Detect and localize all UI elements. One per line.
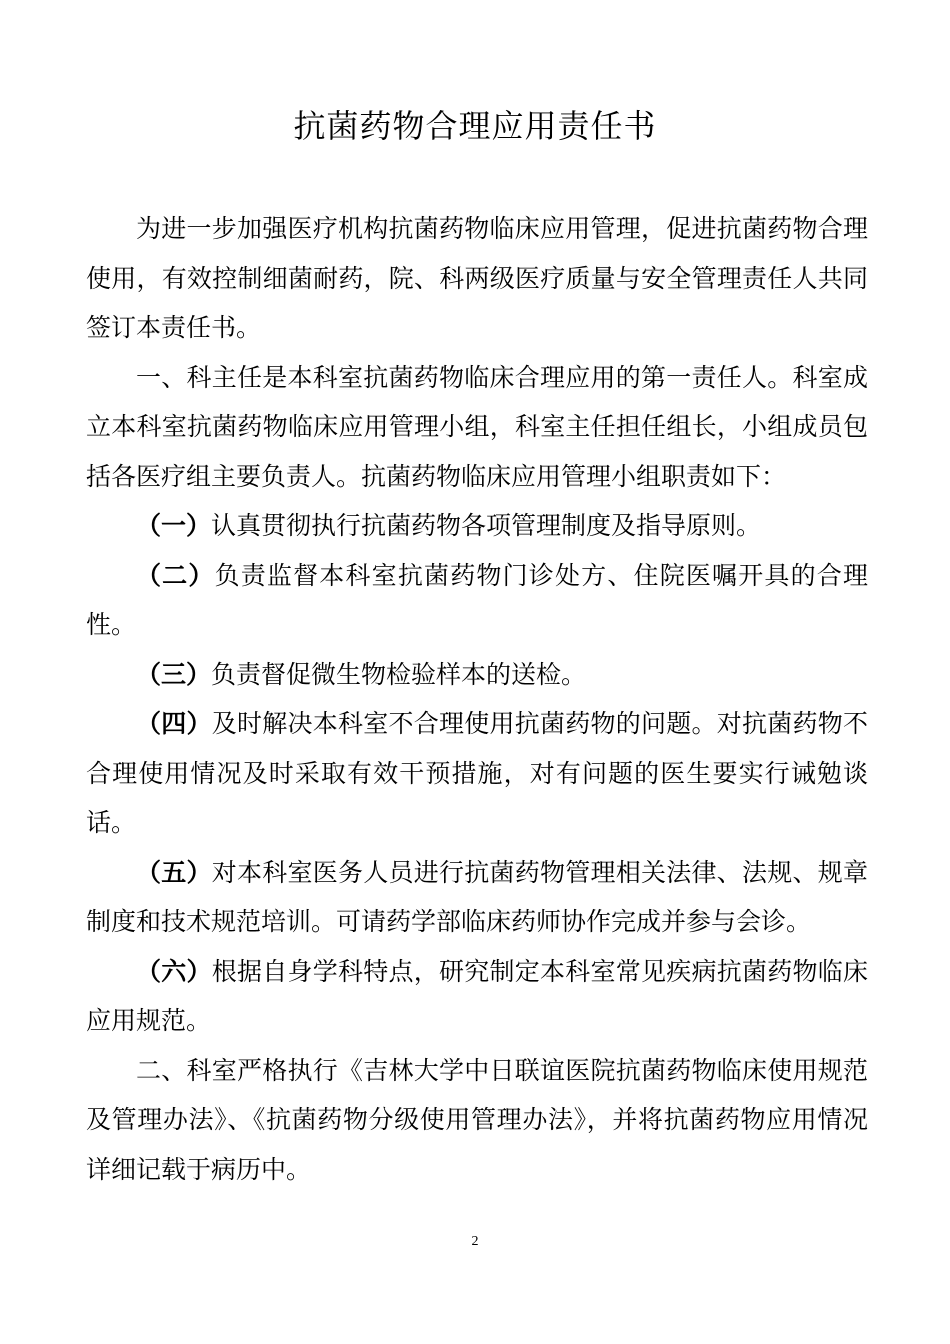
duty-item-number: （三）	[136, 659, 212, 689]
duty-item-1	[86, 501, 868, 551]
duty-item-text: 负责督促微生物检验样本的送检。	[211, 659, 587, 689]
duty-item-text: 认真贯彻执行抗菌药物各项管理制度及指导原则。	[211, 511, 762, 540]
duty-item-number: （一）	[136, 511, 212, 540]
document-body	[86, 204, 868, 1194]
duty-item-number: （二）	[136, 560, 215, 590]
duty-item-3	[86, 650, 868, 700]
page-number: 2	[471, 1234, 479, 1249]
duty-item-2	[86, 551, 868, 650]
intro-paragraph: 为进一步加强医疗机构抗菌药物临床应用管理，促进抗菌药物合理使用，有效控制细菌耐药，院、科两级医疗质量与安全管理责任人共同签订本责任书。	[86, 214, 868, 342]
duty-item-text: 及时解决本科室不合理使用抗菌药物的问题。对抗菌药物不合理使用情况及时采取有效干预措施，对有问题的医生要实行诫勉谈话。	[86, 709, 868, 837]
duty-item-5	[86, 848, 868, 947]
duty-item-text: 对本科室医务人员进行抗菌药物管理相关法律、法规、规章制度和技术规范培训。可请药学部临床药师协作完成并参与会诊。	[86, 857, 868, 936]
duty-item-text: 负责监督本科室抗菌药物门诊处方、住院医嘱开具的合理性。	[86, 560, 868, 639]
duty-item-text: 根据自身学科特点，研究制定本科室常见疾病抗菌药物临床应用规范。	[86, 956, 868, 1035]
duty-item-number: （五）	[136, 857, 212, 887]
section-1-paragraph: 一、科主任是本科室抗菌药物临床合理应用的第一责任人。科室成立本科室抗菌药物临床应用管理小组，科室主任担任组长，小组成员包括各医疗组主要负责人。抗菌药物临床应用管理小组职责如下：	[86, 362, 868, 491]
duty-item-4	[86, 699, 868, 848]
duty-item-6	[86, 947, 868, 1046]
document-title: 抗菌药物合理应用责任书	[293, 107, 657, 145]
duty-item-number: （四）	[136, 709, 212, 738]
duty-item-number: （六）	[136, 956, 212, 986]
section-2-paragraph: 二、科室严格执行《吉林大学中日联谊医院抗菌药物临床使用规范及管理办法》、《抗菌药物分级使用管理办法》，并将抗菌药物应用情况详细记载于病历中。	[86, 1055, 868, 1184]
